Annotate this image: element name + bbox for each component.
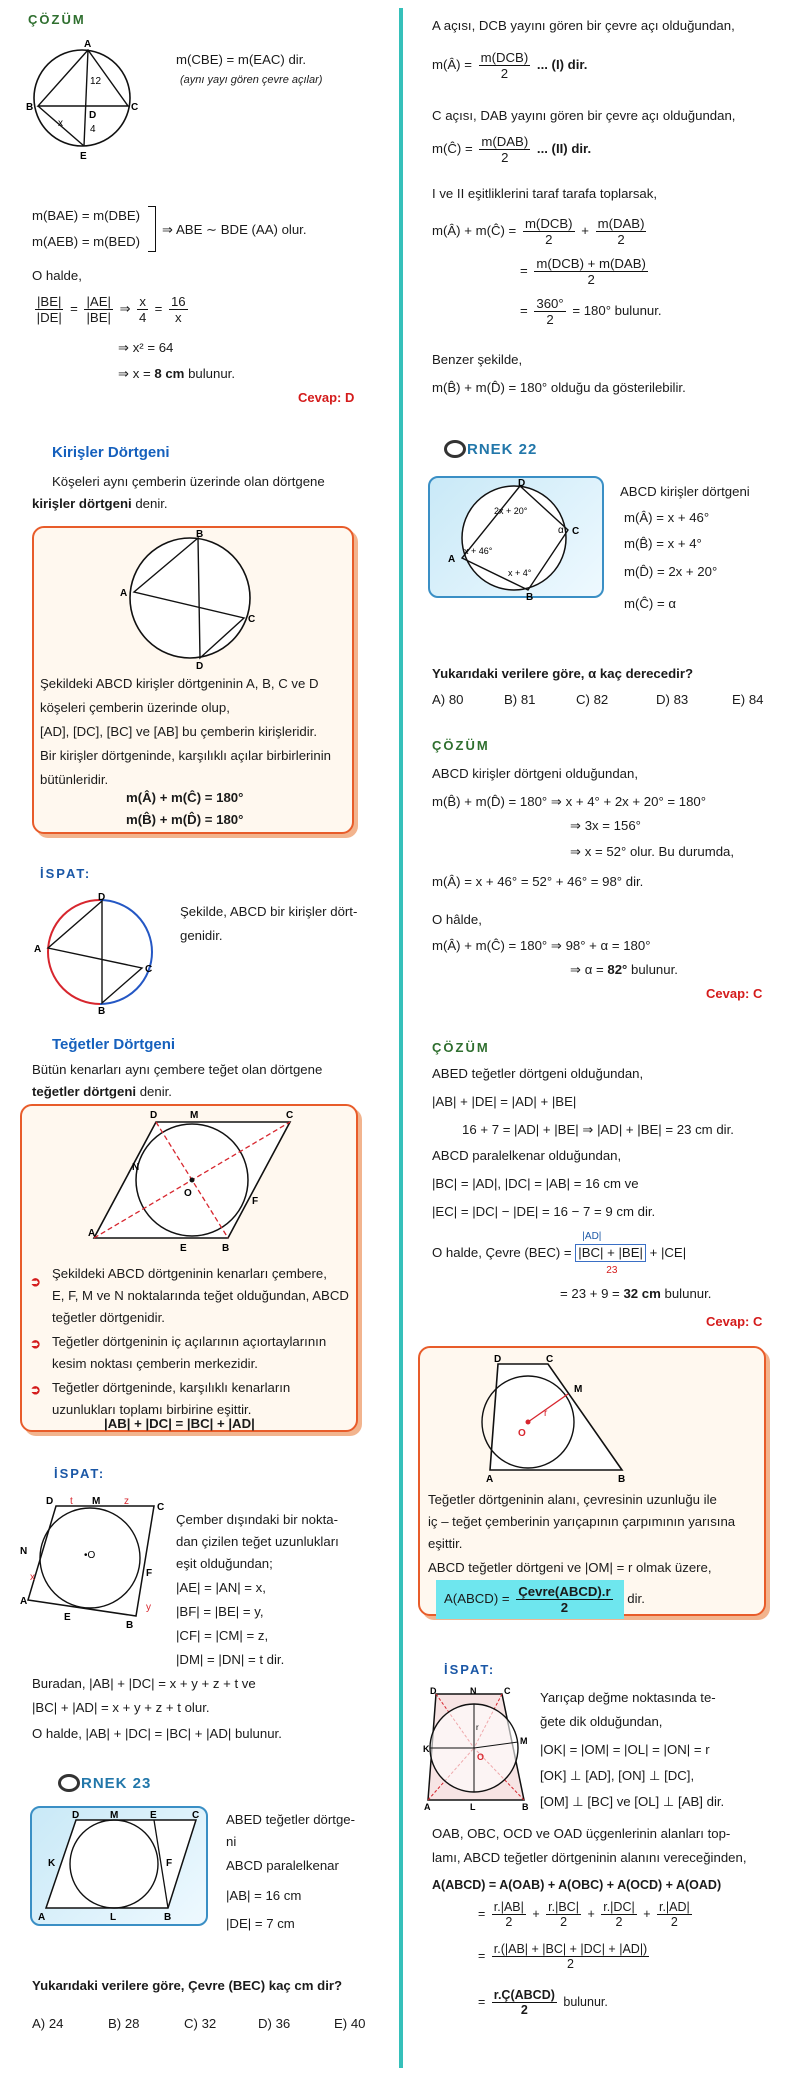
label-12: 12	[90, 76, 102, 87]
cozum22-title: ÇÖZÜM	[432, 738, 490, 753]
ornek23-title-text: RNEK 23	[81, 1775, 152, 1792]
ornek22-g5: m(Ĉ) = α	[624, 596, 676, 611]
ornek23-g1: ABED teğetler dörtge-	[226, 1812, 356, 1827]
cozum1-eq1: m(CBE) = m(EAC) dir.	[176, 52, 307, 67]
label-C: C	[157, 1502, 165, 1513]
fb: dir.	[627, 1591, 645, 1607]
label-B: B	[618, 1474, 626, 1485]
ispat1-text2: genidir.	[180, 928, 223, 943]
ornek-o-icon	[444, 440, 466, 458]
ispat2-diagram	[20, 1492, 170, 1642]
alan-formula-highlight	[436, 1580, 624, 1619]
s3-right: = 180° bulunur.	[572, 303, 662, 319]
label-E: E	[180, 1243, 187, 1254]
frac-d: 2	[505, 1915, 513, 1930]
label-C: C	[248, 614, 256, 625]
ispat3-l3: |OK| = |OM| = |OL| = |ON| = r	[540, 1742, 710, 1757]
ispat3-sum2: = $\frac{r.(|AB| + |BC| + |DC| + |AD|)}{2}$	[478, 1942, 648, 1972]
ornek23-choice-a[interactable]: A) 24	[32, 2016, 64, 2031]
ispat3-l7: lamı, ABCD teğetler dörtgeninin alanını vereceğinden,	[432, 1850, 747, 1865]
label-O: •O	[84, 1550, 96, 1561]
cozum23-l1: ABED teğetler dörtgeni olduğundan,	[432, 1066, 644, 1081]
l8-b: 32 cm	[623, 1286, 661, 1301]
label-M: M	[190, 1110, 199, 1121]
ispat3-l1: Yarıçap değme noktasında te-	[540, 1690, 716, 1705]
tegetler-b1a: Şekildeki ABCD dörtgeninin kenarları çembere,	[52, 1266, 327, 1281]
top-e1	[432, 50, 587, 81]
ornek23-choice-b[interactable]: B) 28	[108, 2016, 140, 2031]
label-B: B	[526, 592, 534, 603]
ispat3-l6: OAB, OBC, OCD ve OAD üçgenlerinin alanları top-	[432, 1826, 731, 1841]
ispat2-l6: |CF| = |CM| = z,	[176, 1628, 269, 1643]
tegetler-b3a: Teğetler dörtgeninde, karşılıklı kenarların	[52, 1380, 291, 1395]
bullet-icon: ➲	[30, 1382, 42, 1397]
frac-d: x	[174, 310, 182, 326]
tegetler-title: Teğetler Dörtgeni	[52, 1036, 176, 1053]
kirisler-diagram	[112, 528, 262, 672]
label-D: D	[430, 1686, 437, 1696]
frac-n: 16	[170, 294, 186, 309]
column-divider	[399, 8, 403, 2068]
ornek23-g5: |DE| = 7 cm	[226, 1916, 295, 1931]
kirisler-intro2	[32, 496, 168, 512]
kirisler-p1: Şekildeki ABCD kirişler dörtgeninin A, B, C ve D	[40, 676, 319, 691]
ispat3-l8: A(ABCD) = A(OAB) + A(OBC) + A(OCD) + A(OAD)	[432, 1878, 722, 1892]
frac-d: 2	[587, 272, 595, 288]
label-A: A	[424, 1802, 431, 1812]
label-L: L	[110, 1912, 117, 1923]
frac-n: r.(|AB| + |BC| + |DC| + |AD|)	[493, 1942, 648, 1956]
ispat3-diagram	[424, 1686, 534, 1814]
frac-d: 2	[546, 312, 554, 328]
ornek23-g4: |AB| = 16 cm	[226, 1888, 302, 1903]
cozum22-l1: ABCD kirişler dörtgeni olduğundan,	[432, 766, 638, 781]
l7-under: 23	[606, 1265, 618, 1276]
tegetler-diagram	[90, 1106, 302, 1254]
label-D: D	[150, 1110, 158, 1121]
frac-n: r.|DC|	[603, 1900, 635, 1914]
cozum23-l2: |AB| + |DE| = |AD| + |BE|	[432, 1094, 577, 1109]
ornek22-g3: m(B̂) = x + 4°	[624, 536, 702, 551]
ispat2-l2: dan çizilen teğet uzunlukları	[176, 1534, 339, 1549]
ornek22-g1: ABCD kirişler dörtgeni	[620, 484, 750, 499]
label-E: E	[80, 151, 87, 162]
ornek23-title	[58, 1774, 151, 1792]
ispat2-title: İSPAT:	[54, 1466, 106, 1481]
frac-n: r.|AD|	[658, 1900, 690, 1914]
cozum1-eq1-note: (aynı yayı gören çevre açılar)	[180, 74, 323, 86]
frac-d: 2	[500, 66, 509, 82]
ispat2-l8: Buradan, |AB| + |DC| = x + y + z + t ve	[32, 1676, 256, 1691]
frac-n: |BE|	[37, 294, 62, 309]
label-C: C	[145, 964, 153, 975]
ornek22-g2: m(Â) = x + 46°	[624, 510, 710, 525]
cevap-1: Cevap: D	[298, 390, 355, 405]
ornek22-g4: m(D̂) = 2x + 20°	[624, 564, 718, 579]
ispat1-text1: Şekilde, ABCD bir kirişler dört-	[180, 904, 358, 919]
ornek22-question: Yukarıdaki verilere göre, α kaç derecedir?	[432, 666, 694, 681]
frac-n: 360°	[536, 296, 564, 311]
tegetler-intro2	[32, 1084, 172, 1100]
label-F: F	[146, 1568, 153, 1579]
frac-n: m(DAB)	[597, 216, 645, 231]
ornek22-choice-d[interactable]: D) 83	[656, 692, 689, 707]
cozum23-l3: 16 + 7 = |AD| + |BE| ⇒ |AD| + |BE| = 23 cm dir.	[462, 1122, 734, 1137]
label-D: D	[98, 892, 106, 903]
label-B: B	[126, 1620, 134, 1631]
cozum22-l7: m(Â) + m(Ĉ) = 180° ⇒ 98° + α = 180°	[432, 938, 651, 953]
ornek23-diagram	[36, 1808, 206, 1924]
l8-b: 82°	[607, 962, 628, 977]
top-l5: m(B̂) + m(D̂) = 180° olduğu da gösterilebilir.	[432, 380, 686, 395]
top-l4: Benzer şekilde,	[432, 352, 523, 367]
tegetler-b1c: teğetler dörtgenidir.	[52, 1310, 165, 1325]
frac-d: 2	[545, 232, 553, 248]
label-N: N	[470, 1686, 477, 1696]
cozum22-l8	[570, 962, 678, 978]
ispat1-diagram	[30, 892, 156, 1017]
frac-n: Çevre(ABCD).r	[518, 1584, 611, 1599]
v1b: bulunur.	[563, 1995, 608, 2010]
ornek23-choice-d[interactable]: D) 36	[258, 2016, 291, 2031]
frac-d: 2	[567, 1957, 574, 1972]
tegetler-b3b: uzunlukları toplamı birbirine eşittir.	[52, 1402, 252, 1417]
frac-d: |BE|	[86, 310, 111, 326]
label-O: O	[477, 1752, 485, 1762]
ornek23-g3: ABCD paralelkenar	[226, 1858, 339, 1873]
s1-left: m(Â) + m(Ĉ) =	[432, 223, 517, 239]
ornek22-choice-b[interactable]: B) 81	[504, 692, 536, 707]
label-D: D	[72, 1810, 80, 1821]
frac-d: 2	[670, 1915, 678, 1930]
cozum23-l8	[560, 1286, 711, 1302]
bullet-icon: ➲	[30, 1274, 42, 1289]
cozum1-eqA: m(BAE) = m(DBE)	[32, 208, 141, 223]
l7-b: |BC| + |BE|	[578, 1245, 643, 1260]
label-alpha: α	[558, 525, 564, 536]
e1-right: ... (I) dir.	[536, 57, 588, 73]
ornek23-choice-e[interactable]: E) 40	[334, 2016, 366, 2031]
cevap-22: Cevap: C	[706, 986, 763, 1001]
label-A: A	[486, 1474, 494, 1485]
intro-rest: denir.	[136, 1084, 172, 1099]
label-angle-a: x + 46°	[464, 546, 493, 556]
cozum22-l4: ⇒ x = 52° olur. Bu durumda,	[570, 844, 735, 859]
label-N: N	[20, 1546, 28, 1557]
label-r: r	[544, 1408, 548, 1419]
label-F: F	[252, 1196, 259, 1207]
label-D: D	[89, 110, 97, 121]
cozum-title: ÇÖZÜM	[28, 12, 86, 27]
bullet-icon: ➲	[30, 1336, 42, 1351]
cozum23-l4: ABCD paralelkenar olduğundan,	[432, 1148, 622, 1163]
ispat3-sum: = $\frac{r.|AB|}{2}$ + $\frac{r.|BC|}{2}$ + $\frac{r.|DC|}{2}$ + $\frac{r.|AD|}{2}$	[478, 1900, 690, 1930]
cozum1-r2: ⇒ x² = 64	[118, 340, 174, 355]
top-s1: m(Â) + m(Ĉ) = $\frac{\text{m(DCB)}}{2}$ + $\frac{\text{m(DAB)}}{2}$	[432, 216, 645, 248]
ispat3-l2: ğete dik olduğundan,	[540, 1714, 663, 1729]
label-A: A	[38, 1912, 46, 1923]
kirisler-intro1: Köşeleri aynı çemberin üzerinde olan dörtgene	[52, 474, 325, 489]
label-A: A	[34, 944, 42, 955]
alan-p3: eşittir.	[428, 1536, 463, 1551]
ispat1-title: İSPAT:	[40, 866, 92, 881]
label-B: B	[196, 529, 204, 540]
alan-diagram	[482, 1350, 642, 1484]
top-l3: I ve II eşitliklerini taraf tarafa toplarsak,	[432, 186, 658, 201]
frac-n: r.Ç(ABCD)	[493, 1988, 555, 2002]
ispat2-l3: eşit olduğundan;	[176, 1556, 273, 1571]
ornek22-choice-a[interactable]: A) 80	[432, 692, 464, 707]
label-B: B	[164, 1912, 172, 1923]
cozum22-l5: m(Â) = x + 46° = 52° + 46° = 98° dir.	[432, 874, 644, 889]
intro-bold: kirişler dörtgeni	[32, 496, 132, 511]
top-s2: = $\frac{\text{m(DCB) + m(DAB)}}{2}$	[520, 256, 646, 288]
label-E: E	[150, 1810, 157, 1821]
l7-over: |AD|	[582, 1231, 602, 1242]
frac-d: |DE|	[36, 310, 62, 326]
label-angle-b: x + 4°	[508, 568, 532, 578]
cozum22-l6: O hâlde,	[432, 912, 482, 927]
cozum1-eqC: ⇒ ABE ∼ BDE (AA) olur.	[162, 222, 307, 237]
cozum23-l5: |BC| = |AD|, |DC| = |AB| = 16 cm ve	[432, 1176, 639, 1191]
ornek22-choice-e[interactable]: E) 84	[732, 692, 764, 707]
l8-c: bulunur.	[660, 1286, 712, 1301]
label-x: x	[30, 1572, 35, 1583]
label-L: L	[470, 1802, 476, 1812]
ispat3-title: İSPAT:	[444, 1662, 496, 1677]
intro-bold: teğetler dörtgeni	[32, 1084, 137, 1099]
kirisler-f1: m(Â) + m(Ĉ) = 180°	[126, 790, 244, 805]
frac-n: m(DAB)	[481, 134, 529, 149]
cozum1-halde: O halde,	[32, 268, 82, 283]
label-C: C	[546, 1354, 554, 1365]
l7-box	[575, 1231, 646, 1276]
label-O: O	[518, 1428, 526, 1439]
frac-n: r.|AB|	[493, 1900, 524, 1914]
label-D: D	[494, 1354, 502, 1365]
e2-left: m(Ĉ) =	[432, 141, 473, 157]
label-C: C	[192, 1810, 200, 1821]
label-A: A	[84, 39, 92, 50]
cozum23-l7	[432, 1231, 687, 1276]
right-column	[410, 0, 791, 2079]
brace	[148, 206, 156, 252]
cozum23-title: ÇÖZÜM	[432, 1040, 490, 1055]
ornek23-g2: ni	[226, 1834, 237, 1849]
ornek23-question: Yukarıdaki verilere göre, Çevre (BEC) kaç cm dir?	[32, 1978, 343, 1993]
top-l2: C açısı, DAB yayını gören bir çevre açı olduğundan,	[432, 108, 736, 123]
ispat2-l7: |DM| = |DN| = t dir.	[176, 1652, 285, 1667]
kirisler-p2: köşeleri çemberin üzerinde olup,	[40, 700, 230, 715]
label-z: z	[124, 1496, 129, 1507]
l7-a: O halde, Çevre (BEC) =	[432, 1245, 576, 1260]
cozum22-l3: ⇒ 3x = 156°	[570, 818, 641, 833]
label-r: r	[476, 1723, 479, 1732]
ispat3-l4: [OK] ⊥ [AD], [ON] ⊥ [DC],	[540, 1768, 695, 1783]
tegetler-formula: |AB| + |DC| = |BC| + |AD|	[104, 1416, 255, 1431]
intro-rest: denir.	[131, 496, 168, 511]
alan-p1: Teğetler dörtgeninin alanı, çevresinin uzunluğu ile	[428, 1492, 717, 1507]
ispat3-l5: [OM] ⊥ [BC] ve [OL] ⊥ [AB] dir.	[540, 1794, 725, 1809]
kirisler-title: Kirişler Dörtgeni	[52, 444, 170, 461]
kirisler-p5: bütünleridir.	[40, 772, 109, 787]
label-A: A	[20, 1596, 28, 1607]
label-B: B	[222, 1243, 230, 1254]
label-C: C	[131, 102, 139, 113]
ispat2-l4: |AE| = |AN| = x,	[176, 1580, 266, 1595]
l8-c: bulunur.	[627, 962, 678, 977]
alan-p4: ABCD teğetler dörtgeni ve |OM| = r olmak üzere,	[428, 1560, 712, 1575]
e1-left: m(Â) =	[432, 57, 472, 73]
cozum23-l6: |EC| = |DC| − |DE| = 16 − 7 = 9 cm dir.	[432, 1204, 656, 1219]
label-t: t	[70, 1496, 73, 1507]
ispat2-l1: Çember dışındaki bir nokta-	[176, 1512, 338, 1527]
fa: A(ABCD) =	[444, 1591, 510, 1607]
frac-d: 2	[560, 1600, 569, 1616]
label-A: A	[448, 554, 456, 565]
cozum1-circle-diagram	[20, 36, 144, 164]
top-l1: A açısı, DCB yayını gören bir çevre açı olduğundan,	[432, 18, 735, 33]
tegetler-intro1: Bütün kenarları aynı çembere teğet olan dörtgene	[32, 1062, 323, 1077]
ornek23-choice-c[interactable]: C) 32	[184, 2016, 217, 2031]
label-K: K	[48, 1858, 56, 1869]
label-M: M	[110, 1810, 119, 1821]
tegetler-b2b: kesim noktası çemberin merkezidir.	[52, 1356, 258, 1371]
label-D: D	[518, 478, 526, 489]
ispat2-l9: |BC| + |AD| = x + y + z + t olur.	[32, 1700, 210, 1715]
top-e2	[432, 134, 591, 165]
label-A: A	[88, 1228, 96, 1239]
cevap-23: Cevap: C	[706, 1314, 763, 1329]
label-M: M	[574, 1384, 583, 1395]
top-s3: = $\frac{360^\circ}{2}$ = 180° bulunur.	[520, 296, 662, 328]
alan-formula	[436, 1580, 645, 1619]
ispat2-l5: |BF| = |BE| = y,	[176, 1604, 264, 1619]
label-E: E	[64, 1612, 71, 1623]
label-A: A	[120, 588, 128, 599]
label-F: F	[166, 1858, 173, 1869]
cozum1-eqB: m(AEB) = m(BED)	[32, 234, 141, 249]
frac-d: 2	[615, 1915, 623, 1930]
tegetler-b1b: E, F, M ve N noktalarında teğet olduğundan, ABCD	[52, 1288, 349, 1303]
l8-a: ⇒ α =	[570, 962, 608, 977]
frac-n: x	[139, 294, 146, 309]
ornek-o-icon	[58, 1774, 80, 1792]
ornek22-title-text: RNEK 22	[467, 441, 538, 458]
frac-d: 2	[501, 150, 509, 166]
kirisler-f2: m(B̂) + m(D̂) = 180°	[126, 812, 244, 827]
frac-d: 4	[138, 310, 147, 326]
label-C: C	[286, 1110, 294, 1121]
label-C: C	[504, 1686, 511, 1696]
label-B: B	[98, 1006, 106, 1017]
cozum1-r3	[118, 366, 235, 382]
tegetler-b2a: Teğetler dörtgeninin iç açılarının açıortaylarının	[52, 1334, 327, 1349]
ornek22-title	[444, 440, 537, 458]
r3-c: bulunur.	[184, 366, 235, 381]
left-column	[0, 0, 395, 2079]
r3-b: 8 cm	[154, 366, 185, 381]
kirisler-p4: Bir kirişler dörtgeninde, karşılıklı açılar birbirlerinin	[40, 748, 331, 763]
label-D: D	[196, 661, 204, 672]
frac-n: m(DCB)	[480, 50, 529, 65]
kirisler-p3: [AD], [DC], [BC] ve [AB] bu çemberin kirişleridir.	[40, 724, 318, 739]
frac-d: 2	[560, 1915, 568, 1930]
frac-d: 2	[520, 2003, 528, 2018]
l8-a: = 23 + 9 =	[560, 1286, 624, 1301]
frac-n: |AE|	[86, 294, 111, 309]
label-N: N	[132, 1162, 140, 1173]
ispat2-l10: O halde, |AB| + |DC| = |BC| + |AD| bulunur.	[32, 1726, 282, 1741]
l7-c: + |CE|	[645, 1245, 687, 1260]
frac-n: r.|BC|	[548, 1900, 579, 1914]
label-M: M	[520, 1736, 528, 1746]
label-K: K	[423, 1744, 430, 1754]
label-y: y	[146, 1602, 151, 1613]
label-C: C	[572, 526, 580, 537]
e2-right: ... (II) dir.	[536, 141, 592, 157]
cozum22-l2: m(B̂) + m(D̂) = 180° ⇒ x + 4° + 2x + 20° = 180°	[432, 794, 707, 809]
label-D: D	[46, 1496, 54, 1507]
ornek22-diagram	[434, 478, 600, 603]
ornek22-choice-c[interactable]: C) 82	[576, 692, 609, 707]
ispat3-sum3: = $\frac{\text{r.Ç(ABCD)}}{2}$ bulunur.	[478, 1988, 608, 2018]
r3-a: ⇒ x =	[118, 366, 155, 381]
label-B: B	[26, 102, 34, 113]
frac-d: 2	[617, 232, 625, 248]
label-angle-d: 2x + 20°	[494, 506, 528, 516]
label-x: x	[58, 118, 63, 129]
frac-n: m(DCB)	[524, 216, 573, 231]
cozum1-ratio: $\frac{|BE|}{|DE|}$ = $\frac{|AE|}{|BE|}$ ⇒ $\frac{x}{4}$ = $\frac{16}{x}$	[36, 294, 186, 326]
label-O: O	[184, 1188, 192, 1199]
alan-p2: iç – teğet çemberinin yarıçapının çarpımının yarısına	[428, 1514, 736, 1529]
frac-n: m(DCB) + m(DAB)	[536, 256, 646, 271]
label-4: 4	[90, 124, 96, 135]
label-M: M	[92, 1496, 101, 1507]
label-B: B	[522, 1802, 529, 1812]
